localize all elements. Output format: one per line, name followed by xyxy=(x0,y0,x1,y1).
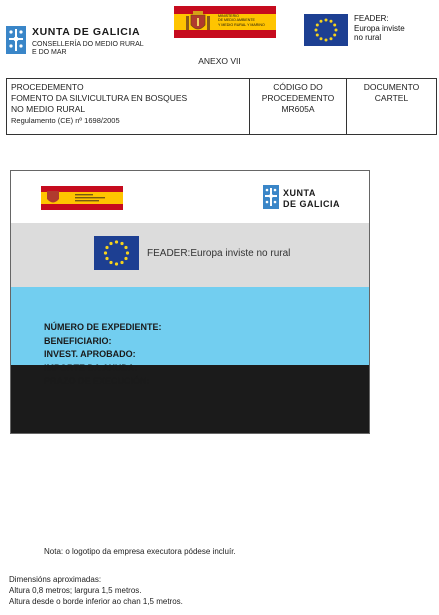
poster-ministry-logo xyxy=(41,186,123,210)
procedure-line2: NO MEDIO RURAL xyxy=(11,104,86,114)
procedure-code-cell xyxy=(250,79,347,134)
poster-fields xyxy=(44,321,162,389)
field-expedient-number: NÚMERO DE EXPEDIENTE: xyxy=(44,322,162,332)
feader-line1: FEADER: xyxy=(354,14,389,23)
poster-xunta-line1: XUNTA xyxy=(283,188,316,198)
regulation-text: Regulamento (CE) nº 1698/2005 xyxy=(11,116,120,125)
feader-line2: Europa inviste xyxy=(354,23,405,33)
logo-note: Nota: o logotipo da empresa executora pódese incluír. xyxy=(44,547,236,556)
xunta-department-line1: CONSELLERÍA DO MEDIO RURAL xyxy=(32,41,144,48)
ministry-line3: Y MEDIO RURAL Y MARINO xyxy=(218,22,265,27)
field-beneficiary: BENEFICIARIO: xyxy=(44,335,112,346)
poster-xunta-name xyxy=(283,188,343,209)
poster-eu-flag-icon xyxy=(94,236,139,270)
ministry-logo xyxy=(174,6,276,38)
annex-title: ANEXO VII xyxy=(198,56,241,66)
poster-feader-slogan: FEADER:Europa inviste no rural xyxy=(147,248,291,259)
dimensions-block xyxy=(9,574,183,607)
dimensions-line1: Altura 0,8 metros; largura 1,5 metros. xyxy=(9,586,142,595)
poster-xunta-icon xyxy=(263,185,279,209)
dimensions-heading: Dimensións aproximadas: xyxy=(9,575,102,584)
procedure-code-value: MR605A xyxy=(281,104,315,114)
field-approved-investment: INVEST. APROBADO: xyxy=(44,349,136,360)
procedure-info-table xyxy=(6,78,437,135)
ministry-line2: DE MEDIO AMBIENTE xyxy=(218,18,255,23)
document-cell xyxy=(347,79,436,134)
poster-mockup xyxy=(10,170,370,434)
poster-xunta-line2: DE GALICIA xyxy=(283,198,341,209)
spain-coat-of-arms-icon xyxy=(184,10,212,36)
ministry-text xyxy=(218,14,274,27)
feader-slogan xyxy=(354,14,405,43)
xunta-logo-icon xyxy=(6,26,26,54)
xunta-department xyxy=(32,41,162,57)
code-heading-line2: PROCEDEMENTO xyxy=(261,93,335,103)
procedure-heading: PROCEDEMENTO xyxy=(11,82,84,92)
code-heading-line1: CÓDIGO DO xyxy=(273,82,323,92)
document-value: CARTEL xyxy=(374,93,409,103)
ministry-line1: MINISTERIO xyxy=(218,14,239,18)
field-aid-amount: IMPORTE DA AXUDA: xyxy=(44,362,138,373)
field-execution-period: PRAZO DE EXECUCIÓN: xyxy=(44,376,150,387)
procedure-line1: FOMENTO DA SILVICULTURA EN BOSQUES xyxy=(11,93,188,103)
xunta-department-line2: E DO MAR xyxy=(32,49,67,56)
xunta-name: XUNTA DE GALICIA xyxy=(32,26,141,38)
document-heading: DOCUMENTO xyxy=(363,82,420,92)
procedure-cell xyxy=(7,79,250,134)
eu-flag-icon xyxy=(304,14,348,46)
dimensions-line2: Altura desde o borde inferior ao chan 1,5 metros. xyxy=(9,597,183,606)
feader-line3: no rural xyxy=(354,33,382,42)
